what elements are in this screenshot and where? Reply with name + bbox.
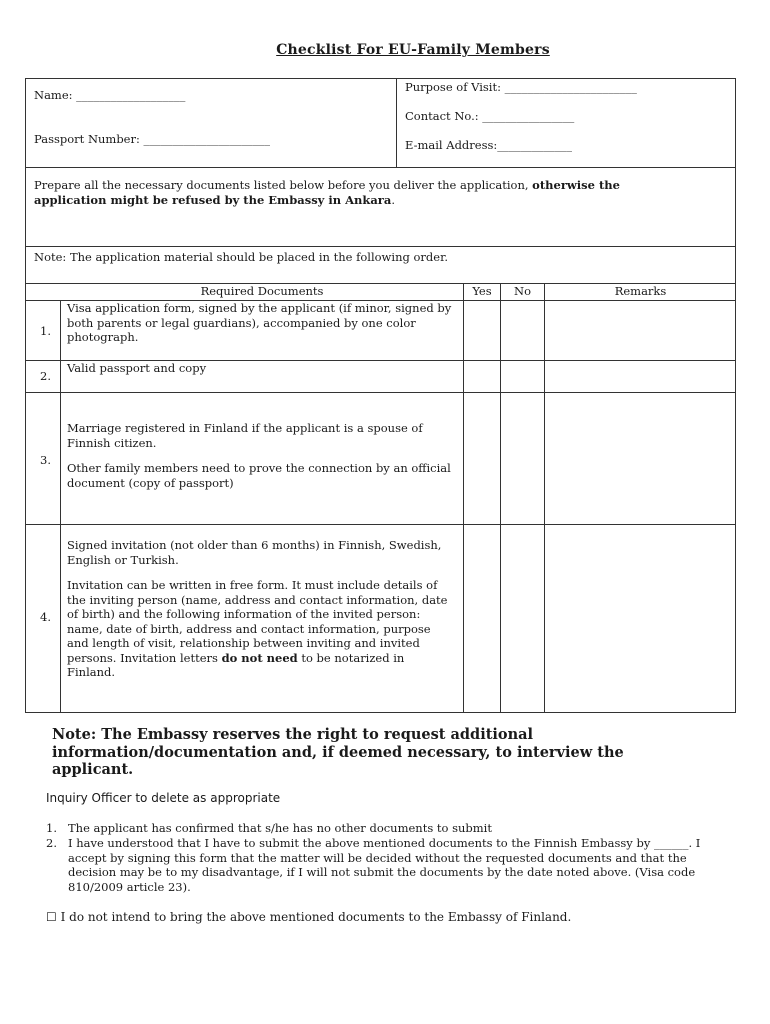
header-no: No [514, 284, 531, 298]
contact-number-field[interactable]: Contact No.: ________________ [405, 109, 575, 123]
document-description [67, 421, 452, 501]
checkbox-icon[interactable]: ☐ [46, 910, 57, 924]
document-text-end: to be notarized in Finland. [67, 650, 405, 679]
row-line-2 [25, 392, 736, 393]
header-remarks: Remarks [614, 284, 667, 298]
header-yes: Yes [472, 284, 492, 298]
header-required-documents: Required Documents [200, 284, 324, 298]
info-divider [396, 79, 397, 167]
statement-text: The applicant has confirmed that s/he has no other documents to submit [68, 821, 492, 835]
page-title: Checklist For EU-Family Members [276, 42, 550, 58]
documents-table [25, 283, 736, 713]
document-text-normal: Invitation can be written in free form. It must include details of the inviting person (name, address and contact information, date of birth) and the following information of the invited person: name, date of birth, address and contact information, purpose and length of visit, relationship between inviting and invited persons. Invitation letters [67, 578, 448, 665]
row-number: 2. [40, 369, 51, 383]
statement-number: 2. [46, 836, 57, 850]
remarks-cell[interactable] [545, 301, 735, 360]
row-line-3 [25, 524, 736, 525]
instructions-text [34, 178, 684, 207]
row-number: 3. [40, 453, 51, 467]
row-number: 1. [40, 324, 51, 338]
document-text: Other family members need to prove the connection by an official document (copy of passport) [67, 461, 451, 490]
document-description [67, 301, 452, 356]
name-field[interactable]: Name: ___________________ [34, 88, 186, 102]
order-note: Note: The application material should be placed in the following order. [34, 250, 448, 264]
instructions-normal: Prepare all the necessary documents listed below before you deliver the application, [34, 178, 533, 192]
statement-text: I have understood that I have to submit the above mentioned documents to the Finnish Embassy by ______. I accept by signing this form that the matter will be decided without the requested documents and that the decision may be to my disadvantage, if I will not submit the documents by the date noted above. (Visa code 810/2009 article 23). [68, 836, 701, 894]
document-text-bold: do not need [221, 650, 298, 665]
checkbox-label: I do not intend to bring the above mentioned documents to the Embassy of Finland. [56, 910, 572, 924]
order-note-box [25, 246, 736, 284]
email-address-field[interactable]: E-mail Address:_____________ [405, 138, 573, 152]
col-line-num [60, 300, 61, 713]
instructions-box [25, 167, 736, 247]
document-description [67, 538, 452, 691]
document-text: Signed invitation (not older than 6 months) in Finnish, Swedish, English or Turkish. [67, 538, 442, 567]
passport-number-field[interactable]: Passport Number: ______________________ [34, 132, 271, 146]
purpose-of-visit-field[interactable]: Purpose of Visit: _______________________ [405, 80, 637, 94]
yes-cell[interactable] [464, 301, 500, 360]
instructions-bold: otherwise the application might be refused by the Embassy in Ankara [34, 178, 620, 207]
statement-number: 1. [46, 821, 57, 835]
instructions-end: . [391, 192, 395, 207]
document-text: Marriage registered in Finland if the applicant is a spouse of Finnish citizen. [67, 421, 423, 450]
officer-note: Inquiry Officer to delete as appropriate [46, 791, 281, 805]
document-description [67, 361, 452, 387]
checkbox-statement [46, 910, 571, 924]
document-text: Visa application form, signed by the applicant (if minor, signed by both parents or legal guardians), accompanied by one color photograph. [67, 301, 452, 344]
row-number: 4. [40, 610, 51, 624]
applicant-info-box [25, 78, 736, 168]
embassy-note: Note: The Embassy reserves the right to request additional information/documentation and, if deemed necessary, to interview the applicant. [52, 726, 624, 778]
no-cell[interactable] [501, 301, 544, 360]
document-text: Valid passport and copy [67, 361, 207, 375]
document-text [67, 578, 452, 680]
